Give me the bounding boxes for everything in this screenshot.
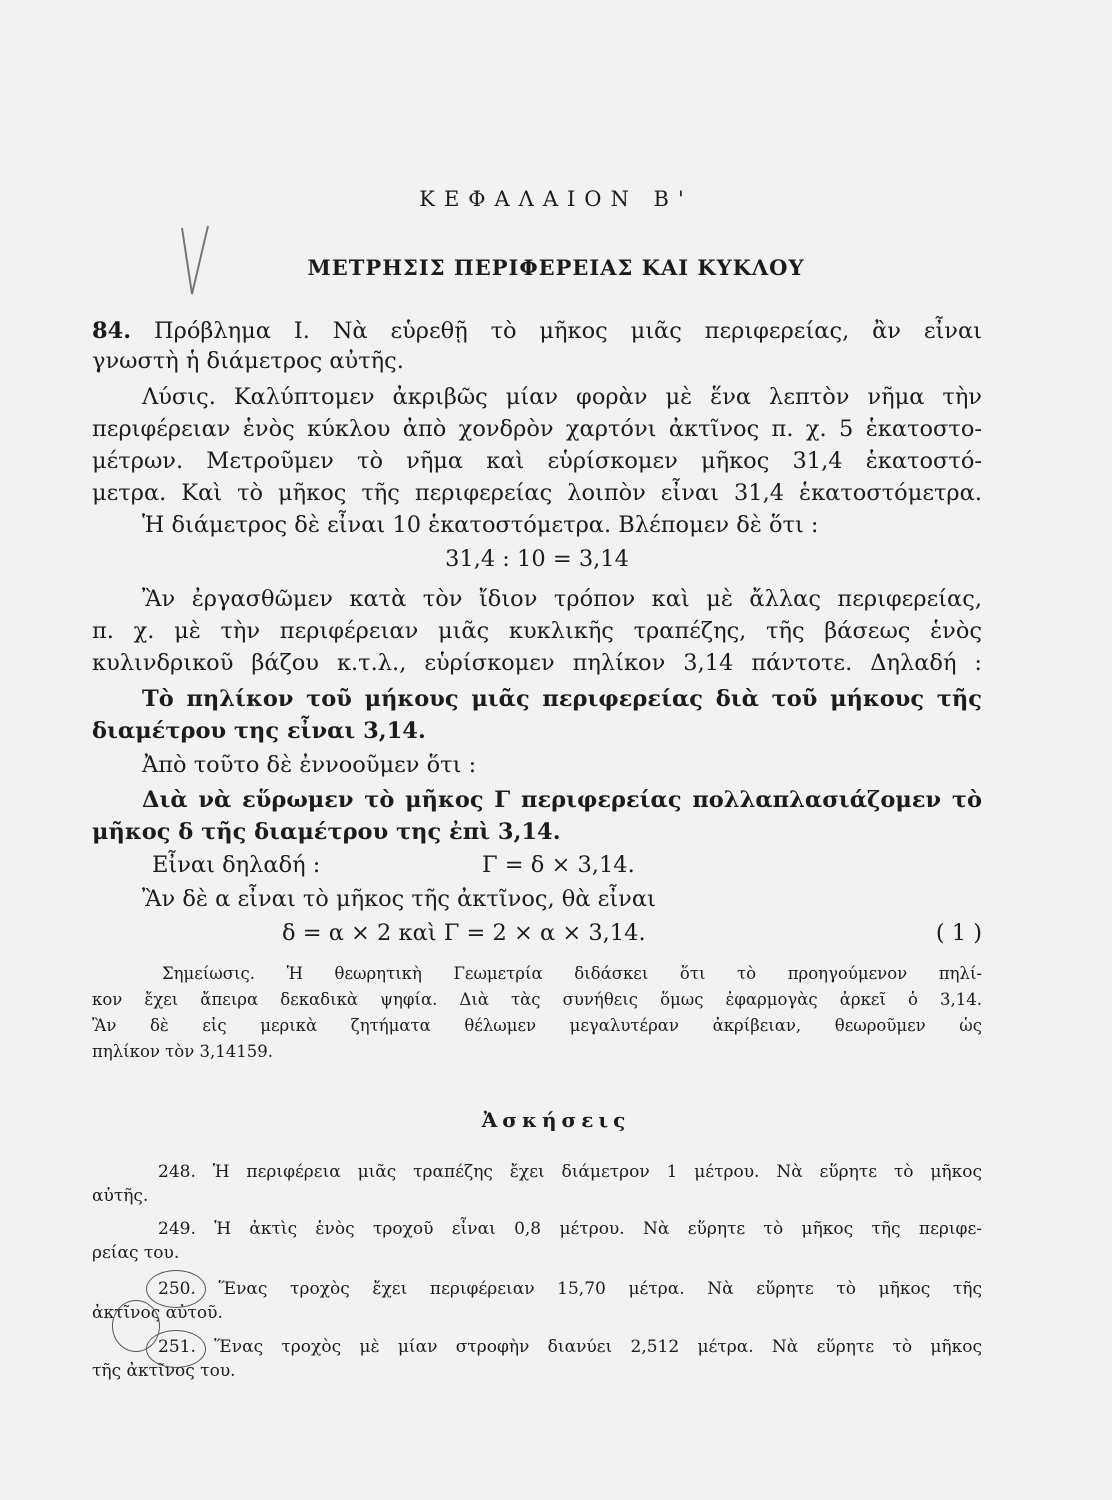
if-radius-text: Ἂν δὲ α εἶναι τὸ μῆκος τῆς ἀκτῖνος, θὰ εἶναι	[142, 886, 656, 912]
solution-line: Λύσις. Καλύπτομεν ἀκριβῶς μίαν φορὰν μὲ ἕνα λεπτὸν νῆμα τὴν	[142, 384, 982, 410]
note-line: Ἂν δὲ εἰς μερικὰ ζητήματα θέλωμεν μεγαλυτέραν ἀκρίβειαν, θεωροῦμεν ὡς	[92, 1016, 982, 1035]
radius-formula: δ = α × 2 καὶ Γ = 2 × α × 3,14.	[282, 920, 646, 946]
note-line: πηλίκον τὸν 3,14159.	[92, 1042, 273, 1061]
exercise-number: 249.	[158, 1219, 196, 1239]
solution-line: περιφέρειαν ἑνὸς κύκλου ἀπὸ χονδρὸν χαρτόνι ἀκτῖνος π. χ. 5 ἑκατοστο-	[92, 416, 982, 442]
exercise-item	[92, 1277, 982, 1301]
circumference-formula: Γ = δ × 3,14.	[482, 852, 635, 878]
problem-statement: Πρόβλημα Ι. Νὰ εὑρεθῇ τὸ μῆκος μιᾶς περιφερείας, ἂν εἶναι	[154, 318, 982, 344]
solution-line: Ἡ διάμετρος δὲ εἶναι 10 ἑκατοστόμετρα. Βλέπομεν δὲ ὅτι :	[142, 512, 819, 538]
rule-2-line-2: μῆκος δ τῆς διαμέτρου της ἐπὶ 3,14.	[92, 819, 561, 845]
pencil-circle-251	[146, 1330, 206, 1368]
solution-line: μέτρων. Μετροῦμεν τὸ νῆμα καὶ εὑρίσκομεν μῆκος 31,4 ἑκατοστό-	[92, 448, 982, 474]
chapter-heading: ΚΕΦΑΛΑΙΟΝ Β'	[419, 187, 693, 211]
problem-line-1	[92, 316, 982, 346]
exercise-number: 250.	[158, 1279, 196, 1299]
problem-line-2: γνωστὴ ἡ διάμετρος αὐτῆς.	[92, 348, 404, 374]
exercises-title: Ἀσκήσεις	[481, 1108, 631, 1132]
work-line: Ἂν ἐργασθῶμεν κατὰ τὸν ἴδιον τρόπον καὶ μὲ ἄλλας περιφερείας,	[142, 586, 982, 612]
note-line: κον ἔχει ἄπειρα δεκαδικὰ ψηφία. Διὰ τὰς συνήθεις ὅμως ἐφαρμογὰς ἀρκεῖ ὁ 3,14.	[92, 990, 982, 1009]
exercise-continuation: ρείας του.	[92, 1243, 180, 1263]
that-is-text: Εἶναι δηλαδή :	[152, 852, 321, 878]
ratio-formula: 31,4 : 10 = 3,14	[445, 546, 629, 572]
solution-line: μετρα. Καὶ τὸ μῆκος τῆς περιφερείας λοιπὸν εἶναι 31,4 ἑκατοστόμετρα.	[92, 480, 982, 506]
work-line: π. χ. μὲ τὴν περιφέρειαν μιᾶς κυκλικῆς τραπέζης, τῆς βάσεως ἑνὸς	[92, 618, 982, 644]
exercise-text: Ἡ ἀκτὶς ἑνὸς τροχοῦ εἶναι 0,8 μέτρου. Νὰ εὕρητε τὸ μῆκος τῆς περιφε-	[214, 1219, 982, 1239]
problem-number: 84.	[92, 318, 132, 344]
exercise-item	[92, 1160, 982, 1184]
note-line: Σημείωσις. Ἡ θεωρητικὴ Γεωμετρία διδάσκει ὅτι τὸ προηγούμενον πηλί-	[162, 964, 982, 983]
exercise-number: 251.	[158, 1337, 196, 1357]
exercise-continuation: ἀκτῖνος αὐτοῦ.	[92, 1303, 223, 1323]
exercise-text: Ἕνας τροχὸς μὲ μίαν στροφὴν διανύει 2,512 μέτρα. Νὰ εὕρητε τὸ μῆκος	[214, 1337, 982, 1357]
exercise-continuation: αὐτῆς.	[92, 1186, 149, 1206]
from-this-text: Ἀπὸ τοῦτο δὲ ἐννοοῦμεν ὅτι :	[142, 752, 477, 778]
exercise-text: Ἕνας τροχὸς ἔχει περιφέρειαν 15,70 μέτρα. Νὰ εὕρητε τὸ μῆκος τῆς	[218, 1279, 982, 1299]
rule-2-line-1: Διὰ νὰ εὕρωμεν τὸ μῆκος Γ περιφερείας πολλαπλασιάζομεν τὸ	[142, 787, 982, 813]
exercise-continuation: τῆς ἀκτῖνος του.	[92, 1361, 236, 1381]
exercise-text: Ἡ περιφέρεια μιᾶς τραπέζης ἔχει διάμετρον 1 μέτρου. Νὰ εὕρητε τὸ μῆκος	[212, 1162, 983, 1182]
formula-number: ( 1 )	[935, 920, 982, 946]
work-line: κυλινδρικοῦ βάζου κ.τ.λ., εὑρίσκομεν πηλίκον 3,14 πάντοτε. Δηλαδή :	[92, 650, 982, 676]
exercise-item	[92, 1335, 982, 1359]
rule-1-line-2: διαμέτρου της εἶναι 3,14.	[92, 718, 426, 744]
rule-1-line-1: Τὸ πηλίκον τοῦ μήκους μιᾶς περιφερείας διὰ τοῦ μήκους τῆς	[142, 686, 982, 712]
section-title: ΜΕΤΡΗΣΙΣ ΠΕΡΙΦΕΡΕΙΑΣ ΚΑΙ ΚΥΚΛΟΥ	[307, 255, 805, 280]
exercise-number: 248.	[158, 1162, 196, 1182]
exercise-item	[92, 1217, 982, 1241]
pencil-circle-250	[146, 1270, 206, 1308]
